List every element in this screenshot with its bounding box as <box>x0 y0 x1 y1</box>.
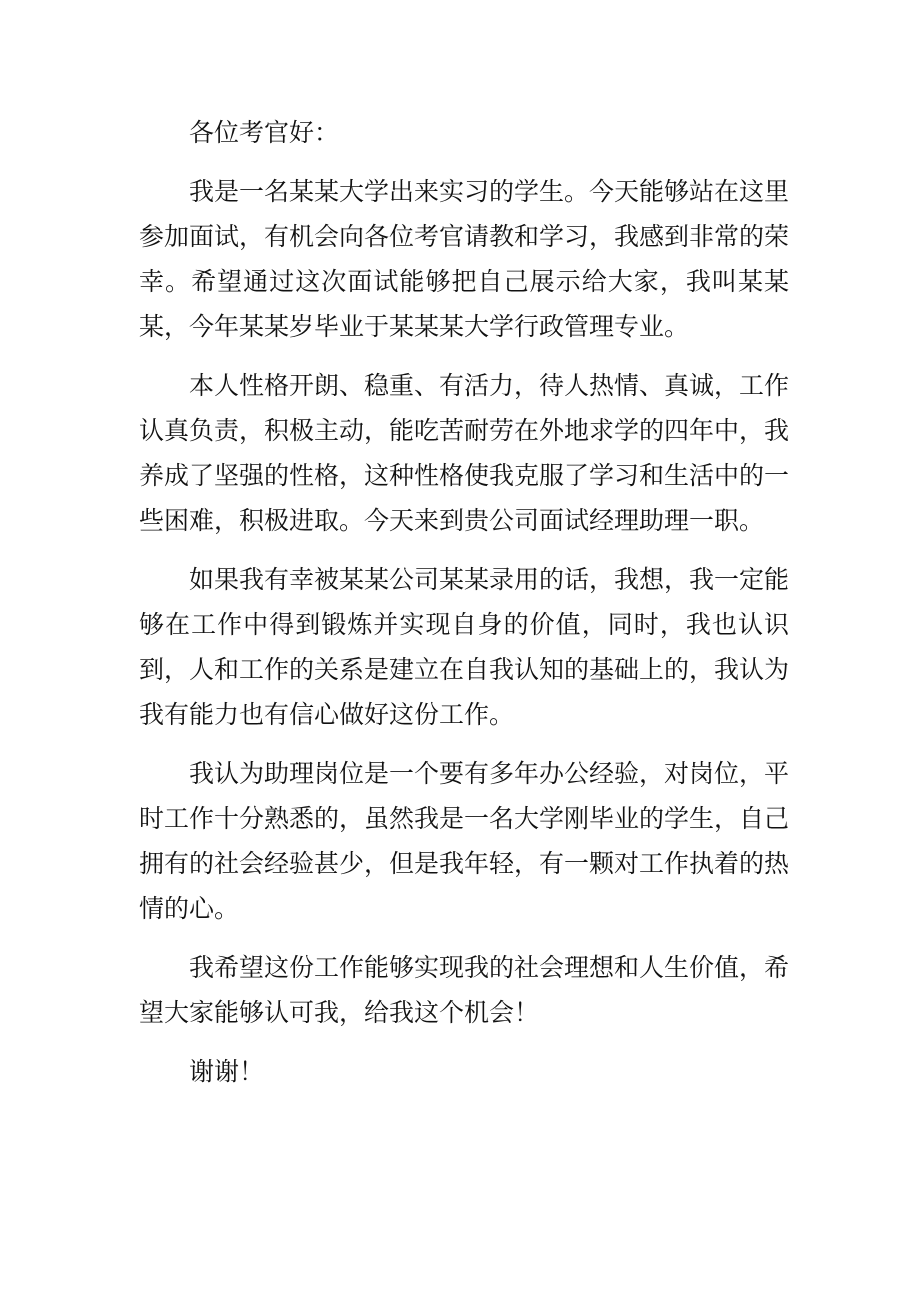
greeting: 各位考官好： <box>189 118 340 147</box>
paragraph-expectation: 如果我有幸被某某公司某某录用的话，我想，我一定能够在工作中得到锻炼并实现自身的价值，同时，我也认识到，人和工作的关系是建立在自我认知的基础上的，我认为我有能力也有信心做好这份工作。 <box>139 565 790 729</box>
paragraph-personality: 本人性格开朗、稳重、有活力，待人热情、真诚，工作认真负责，积极主动，能吃苦耐劳在外地求学的四年中，我养成了坚强的性格，这种性格使我克服了学习和生活中的一些困难，积极进取。今天来到贵公司面试经理助理一职。 <box>139 371 790 535</box>
paragraph-self-introduction: 我是一名某某大学出来实习的学生。今天能够站在这里参加面试，有机会向各位考官请教和学习，我感到非常的荣幸。希望通过这次面试能够把自己展示给大家，我叫某某某，今年某某岁毕业于某某某大学行政管理专业。 <box>139 177 790 341</box>
paragraph-position-view: 我认为助理岗位是一个要有多年办公经验，对岗位，平时工作十分熟悉的，虽然我是一名大学刚毕业的学生，自己拥有的社会经验甚少，但是我年轻，有一颗对工作执着的热情的心。 <box>139 759 790 923</box>
document-body <box>139 110 789 1108</box>
closing: 谢谢！ <box>189 1057 265 1086</box>
paragraph-hope: 我希望这份工作能够实现我的社会理想和人生价值，希望大家能够认可我，给我这个机会！ <box>139 953 790 1027</box>
